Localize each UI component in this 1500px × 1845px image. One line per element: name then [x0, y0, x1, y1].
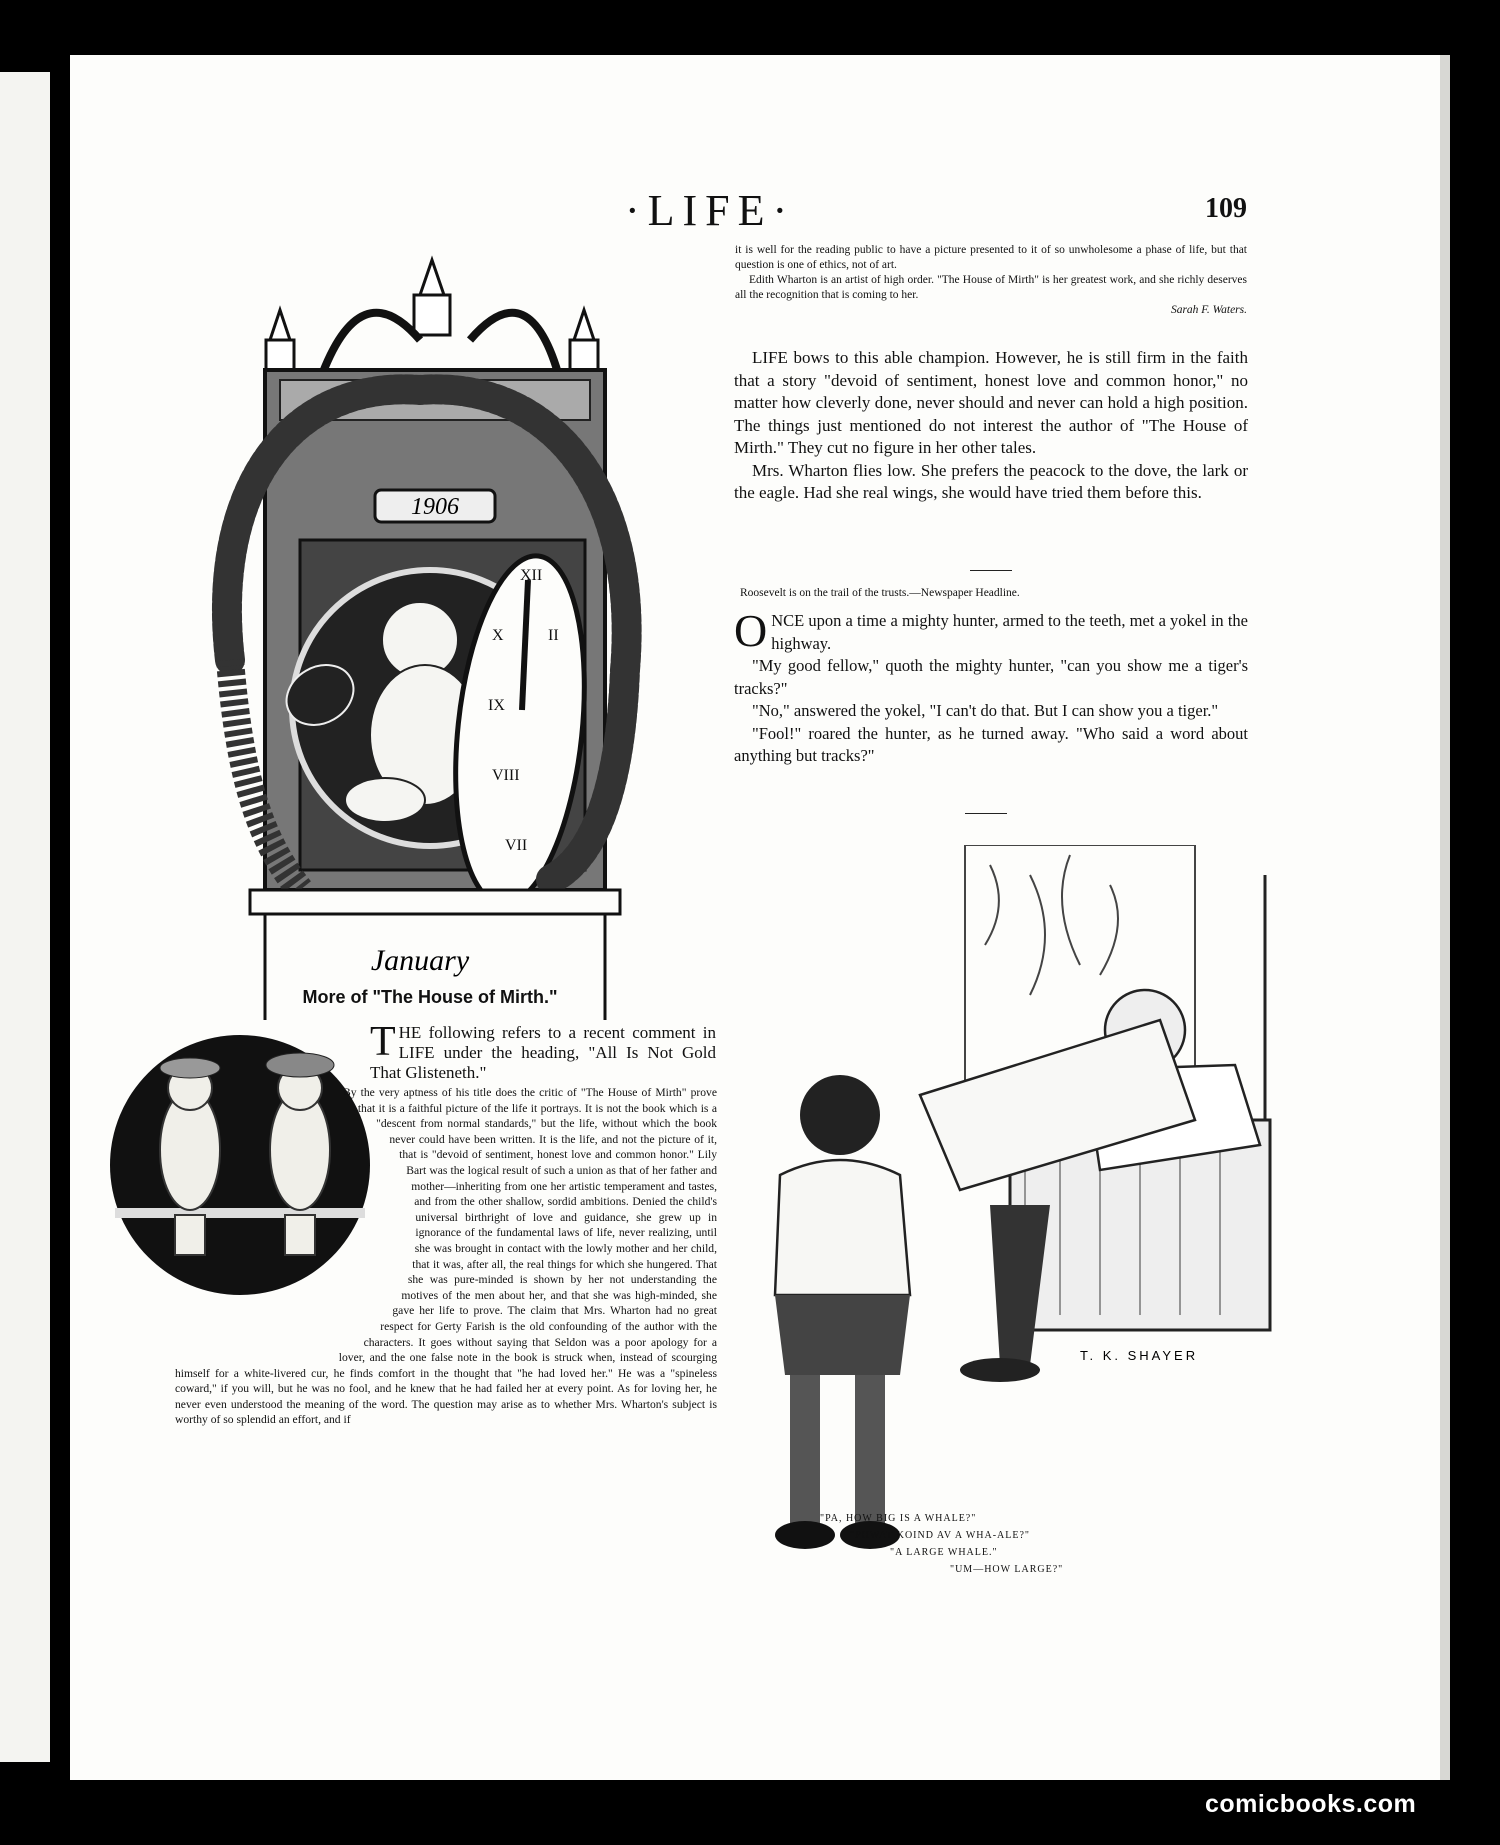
reply-paragraph: Mrs. Wharton flies low. She prefers the peacock to the dove, the lark or the eagle. Had she real wings, she would have tried them before this. [734, 460, 1248, 502]
caption-line: "PHWAT KOIND AV A WHA-ALE?" [850, 1530, 1030, 1541]
caption-line: "UM—HOW LARGE?" [950, 1564, 1064, 1575]
page-edge-shadow [1440, 55, 1450, 1780]
divider [970, 570, 1012, 571]
letter-signature: Sarah F. Waters. [1170, 304, 1247, 316]
reply-paragraph: LIFE bows to this able champion. However, he is still firm in the faith that a story "devoid of sentiment, honest love and common honor," no matter how cleverly done, never should and never can hold a high position. The things just mentioned do not interest the author of "The House of Mirth." They cut no figure in her other tales. [734, 348, 1248, 457]
anecdote-paragraph: "Fool!" roared the hunter, as he turned away. "Who said a word about anything but tracks?" [734, 723, 1248, 765]
article-body [175, 1085, 717, 1428]
masthead: ·LIFE· [625, 186, 796, 235]
page-number: 109 [1205, 193, 1247, 224]
svg-text:IX: IX [488, 697, 505, 714]
article-paragraph: By the very aptness of his title does the critic of "The House of Mirth" prove that it is a faithful picture of the life it portrays. It is not the book which is a "descent from normal standards," but the life, without which the book never could have been written. It is the life, and not the picture of it, that is "devoid of sentiment, honest love and common honor." Lily Bart was the logical result of such a union as that of her father and mother—inheriting from one her artistic temperament and tastes, and from the other shallow, sordid ambitions. Denied the child's universal birthright of love and guidance, she grew up in ignorance of the fundamental laws of life, never realizing, until she was brought in contact with the lowly mother and her child, that it was, after all, the real things for which she hungered. That she was pure-minded is shown by her not understanding the motives of the men about her, and that she was high-minded, she gave her life to prove. The claim that Mrs. Wharton had no great respect for Gerty Farish is the old confounding of the author with the characters. It goes without saying that Seldon was a poor apology for a lover, and the one false note in the book is struck when, instead of scourging himself for a white-livered cur, he finds comfort in the thought that "he had loved her." He was a "spineless coward," if you will, but he was no fool, and he knew that he had failed her at every point. As for loving her, he never even understood the meaning of the word. The question may arise as to whether Mrs. Wharton's subject is worthy of so splendid an effort, and if [175, 1086, 717, 1427]
letter-paragraph: it is well for the reading public to have a picture presented to it of so unwholesome a phase of life, but that question is one of ethics, not of art. [735, 244, 1247, 271]
caption-line: "PA, HOW BIG IS A WHALE?" [820, 1513, 977, 1524]
hunter-anecdote: ONCE upon a time a mighty hunter, armed to the teeth, met a yokel in the highway. "My good fellow," quoth the mighty hunter, "can you show me a tiger's tracks?" "No," answered the yokel, "I can't do that. But I can show you a tiger." "Fool!" roared the hunter, as he turned away. "Who said a word about anything but tracks?" [734, 610, 1248, 768]
cartoon-signature: T. K. SHAYER [1080, 1348, 1199, 1363]
article-intro: THE following refers to a recent comment in LIFE under the heading, "All Is Not Gold That Glisteneth." [370, 1019, 716, 1082]
clock-signature: January [370, 944, 470, 977]
anecdote-paragraph: "My good fellow," quoth the mighty hunter, "can you show me a tiger's tracks?" [734, 656, 1248, 698]
svg-text:X: X [492, 627, 504, 644]
svg-text:XII: XII [520, 567, 543, 584]
cartoon-caption [820, 1510, 1180, 1578]
letter-paragraph: Edith Wharton is an artist of high order. "The House of Mirth" is her greatest work, and she richly deserves all the recognition that is coming to her. [735, 274, 1247, 301]
clock-year: 1906 [411, 494, 459, 520]
svg-text:II: II [548, 627, 559, 644]
svg-text:VII: VII [505, 837, 528, 854]
dropcap-t: T [370, 1019, 396, 1065]
adjacent-page-edge [0, 72, 50, 1762]
editor-reply [734, 347, 1248, 505]
dropcap-o: O [734, 605, 768, 656]
svg-text:VIII: VIII [492, 767, 520, 784]
cartoon-illustration [690, 845, 1350, 1565]
divider [965, 813, 1007, 814]
roosevelt-headline: Roosevelt is on the trail of the trusts.—Newspaper Headline. [740, 587, 1020, 599]
clock-illustration [170, 240, 700, 1020]
letter-text [735, 243, 1247, 318]
anecdote-paragraph: "No," answered the yokel, "I can't do that. But I can show you a tiger." [752, 701, 1219, 720]
watermark: comicbooks.com [1205, 1790, 1417, 1818]
magazine-page [70, 55, 1440, 1780]
caption-line: "A LARGE WHALE." [890, 1547, 998, 1558]
article-title: More of "The House of Mirth." [302, 987, 558, 1007]
